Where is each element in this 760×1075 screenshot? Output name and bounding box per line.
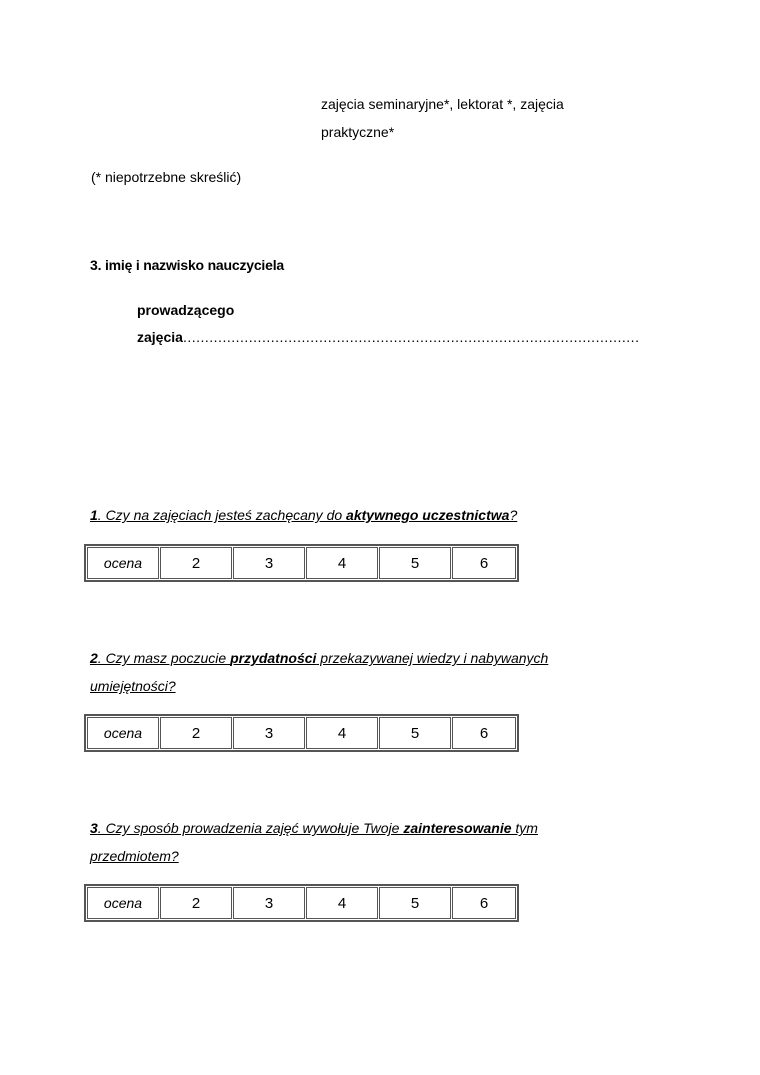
rating-option-2[interactable]: 2 (160, 717, 232, 749)
rating-option-3[interactable]: 3 (233, 717, 305, 749)
rating-option-4[interactable]: 4 (306, 547, 378, 579)
teacher-name-fill-line[interactable]: ........................................................................................................ (182, 329, 640, 345)
rating-option-5[interactable]: 5 (379, 717, 451, 749)
teacher-name-line-b[interactable] (137, 329, 639, 345)
rating-row (87, 887, 516, 919)
rating-table-2 (84, 714, 519, 752)
teacher-name-heading: 3. imię i nazwisko nauczyciela (90, 257, 284, 273)
rating-row (87, 717, 516, 749)
question-3 (90, 820, 538, 836)
question-1-number: 1 (90, 507, 98, 523)
rating-option-2[interactable]: 2 (160, 547, 232, 579)
question-2 (90, 650, 548, 666)
strike-note: (* niepotrzebne skreślić) (91, 169, 242, 185)
question-2-number: 2 (90, 650, 98, 666)
rating-label: ocena (87, 887, 159, 919)
rating-table-3 (84, 884, 519, 922)
rating-option-2[interactable]: 2 (160, 887, 232, 919)
question-2-continuation: umiejętności? (90, 678, 176, 694)
rating-table-1 (84, 544, 519, 582)
teacher-name-line-a: prowadzącego (137, 302, 235, 318)
question-1-text-b: ? (509, 507, 518, 523)
rating-option-3[interactable]: 3 (233, 547, 305, 579)
course-type-line-1: zajęcia seminaryjne*, lektorat *, zajęcia (321, 96, 564, 112)
teacher-name-label: zajęcia (137, 329, 183, 345)
rating-option-6[interactable]: 6 (452, 717, 516, 749)
rating-label: ocena (87, 717, 159, 749)
rating-option-3[interactable]: 3 (233, 887, 305, 919)
rating-row (87, 547, 516, 579)
question-3-keyword: zainteresowanie (403, 820, 512, 836)
question-2-keyword: przydatności (230, 650, 317, 666)
rating-option-5[interactable]: 5 (379, 887, 451, 919)
question-3-number: 3 (90, 820, 98, 836)
rating-option-6[interactable]: 6 (452, 887, 516, 919)
question-1 (90, 507, 517, 523)
question-1-text-a: . Czy na zajęciach jesteś zachęcany do (97, 507, 347, 523)
question-3-continuation: przedmiotem? (90, 848, 179, 864)
question-1-keyword: aktywnego uczestnictwa (346, 507, 510, 523)
question-2-text-a: . Czy masz poczucie (97, 650, 231, 666)
rating-option-4[interactable]: 4 (306, 717, 378, 749)
rating-option-5[interactable]: 5 (379, 547, 451, 579)
question-3-text-b: tym (511, 820, 538, 836)
rating-label: ocena (87, 547, 159, 579)
course-type-line-2: praktyczne* (321, 124, 395, 140)
question-2-text-b: przekazywanej wiedzy i nabywanych (316, 650, 549, 666)
rating-option-6[interactable]: 6 (452, 547, 516, 579)
question-3-text-a: . Czy sposób prowadzenia zajęć wywołuje Twoje (97, 820, 404, 836)
rating-option-4[interactable]: 4 (306, 887, 378, 919)
